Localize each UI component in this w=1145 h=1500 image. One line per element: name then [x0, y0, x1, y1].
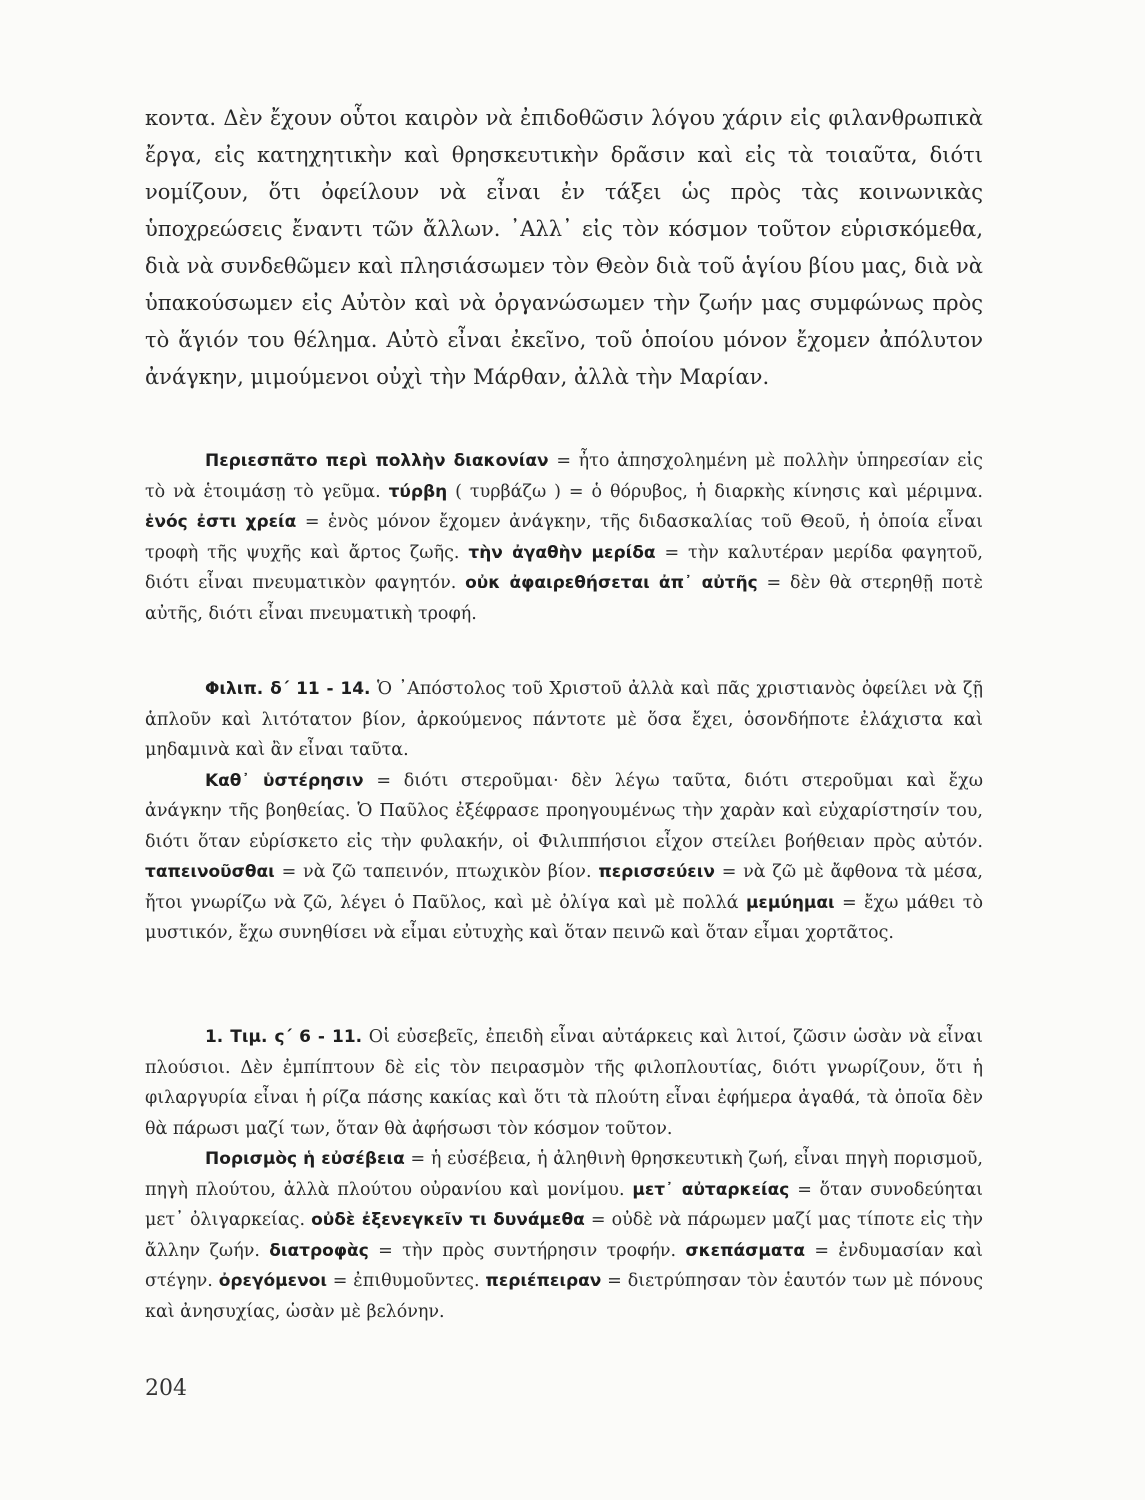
term: Πορισμὸς ἡ εὐσέβεια	[205, 1149, 405, 1169]
scripture-reference: 1. Τιμ. ς΄ 6 - 11.	[205, 1027, 363, 1047]
term: μετ᾿ αὐταρκείας	[632, 1179, 790, 1200]
term: περιέπειραν	[485, 1271, 602, 1291]
term: ὀρεγόμενοι	[218, 1271, 327, 1291]
definition: = δὲν θὰ στερηθῇ ποτὲ αὐτῆς, διότι εἶναι πνευματικὴ τροφή.	[145, 573, 983, 624]
term: τὴν ἀγαθὴν μερίδα	[468, 542, 656, 563]
definition: = ἔχω μάθει τὸ μυστικόν, ἔχω συνηθίσει νὰ εἶμαι εὐτυχὴς καὶ ὅταν πεινῶ καὶ ὅταν εἶμαι χορτᾶτος.	[145, 892, 983, 943]
intro-paragraph	[145, 100, 983, 396]
term: οὐδὲ ἐξενεγκεῖν τι δυνάμεθα	[311, 1210, 585, 1230]
term: διατροφὰς	[269, 1240, 369, 1261]
note-tim-terms	[145, 1144, 983, 1327]
term: Καθ᾿ ὑστέρησιν	[205, 770, 364, 791]
term: μεμύημαι	[745, 892, 835, 913]
commentary: Ὁ ᾿Απόστολος τοῦ Χριστοῦ ἀλλὰ καὶ πᾶς χριστιανὸς ὀφείλει νὰ ζῇ ἁπλοῦν καὶ λιτότατον βίον, ἀρκούμενος πάντοτε μὲ ὅσα ἔχει, ὁσονδήποτε ἐλάχιστα καὶ μηδαμινὰ καὶ ἂν εἶναι ταῦτα.	[145, 679, 984, 760]
term: Περιεσπᾶτο περὶ πολλὴν διακονίαν	[205, 451, 549, 471]
note-tim-intro	[145, 1022, 983, 1144]
note-luke-paragraph	[145, 446, 983, 629]
definition: = ἦτο ἀπησχολημένη μὲ πολλὴν ὑπηρεσίαν εἰς τὸ νὰ ἑτοιμάσῃ τὸ γεῦμα.	[145, 451, 983, 502]
term: περισσεύειν	[598, 862, 715, 882]
scripture-reference: Φιλιπ. δ΄ 11 - 14.	[205, 679, 371, 699]
definition: = διότι στεροῦμαι· δὲν λέγω ταῦτα, διότι στεροῦμαι καὶ ἔχω ἀνάγκην τῆς βοηθείας. Ὁ Παῦλος ἐξέφρασε προηγουμένως τὴν χαρὰν καὶ εὐχαρίστησίν του, διότι ὅταν εὑρίσκετο εἰς τὴν φυλακήν, οἱ Φιλιππήσιοι εἶχον στείλει βοήθειαν πρὸς αὐτόν.	[145, 770, 983, 852]
term: ταπεινοῦσθαι	[145, 862, 275, 882]
definition: = ἑνὸς μόνον ἔχομεν ἀνάγκην, τῆς διδασκαλίας τοῦ Θεοῦ, ἡ ὁποία εἶναι τροφὴ τῆς ψυχῆς καὶ ἄρτος ζωῆς.	[145, 512, 983, 563]
definition: = νὰ ζῶ ταπεινόν, πτωχικὸν βίον.	[274, 862, 599, 882]
definition: ( τυρβάζω ) = ὁ θόρυβος, ἡ διαρκὴς κίνησις καὶ μέριμνα.	[447, 481, 983, 502]
note-phil-terms	[145, 766, 983, 949]
page-number: 204	[145, 1376, 187, 1401]
definition: = οὐδὲ νὰ πάρωμεν μαζί μας τίποτε εἰς τὴν ἄλλην ζωήν.	[145, 1210, 983, 1261]
note-luke	[145, 446, 983, 629]
definition: = ἡ εὐσέβεια, ἡ ἀληθινὴ θρησκευτικὴ ζωή, εἶναι πηγὴ πορισμοῦ, πηγὴ πλούτου, ἀλλὰ πλούτου οὐρανίου καὶ μονίμου.	[145, 1149, 983, 1200]
note-phil-intro	[145, 674, 983, 766]
definition: = νὰ ζῶ μὲ ἄφθονα τὰ μέσα, ἤτοι γνωρίζω νὰ ζῶ, λέγει ὁ Παῦλος, καὶ μὲ ὀλίγα καὶ μὲ πολλά	[145, 862, 983, 913]
definition: = διετρύπησαν τὸν ἑαυτόν των μὲ πόνους καὶ ἀνησυχίας, ὡσὰν μὲ βελόνην.	[145, 1271, 984, 1322]
definition: = ἐνδυμασίαν καὶ στέγην.	[145, 1240, 983, 1291]
definition: = τὴν καλυτέραν μερίδα φαγητοῦ, διότι εἶναι πνευματικὸν φαγητόν.	[145, 542, 983, 593]
commentary: Οἱ εὐσεβεῖς, ἐπειδὴ εἶναι αὐτάρκεις καὶ λιτοί, ζῶσιν ὡσὰν νὰ εἶναι πλούσιοι. Δὲν ἐμπίπτουν δὲ εἰς τὸν πειρασμὸν τῆς φιλοπλουτίας, διότι γνωρίζουν, ὅτι ἡ φιλαργυρία εἶναι ἡ ρίζα πάσης κακίας καὶ ὅτι τὰ πλούτη εἶναι ἐφήμερα ἀγαθά, τὰ ὁποῖα δὲν θὰ πάρωσι μαζί των, ὅταν θὰ ἀφήσωσι τὸν κόσμον τοῦτον.	[145, 1027, 983, 1139]
term: οὐκ ἀφαιρεθήσεται ἀπ᾿ αὐτῆς	[465, 573, 758, 593]
definition: = ὅταν συνοδεύηται μετ᾿ ὀλιγαρκείας.	[145, 1179, 984, 1230]
note-philippians	[145, 674, 983, 949]
term: ἑνός ἐστι χρεία	[145, 512, 297, 532]
term: σκεπάσματα	[685, 1240, 806, 1261]
intro-text: κοντα. Δὲν ἔχουν οὗτοι καιρὸν νὰ ἐπιδοθῶσιν λόγου χάριν εἰς φιλανθρωπικὰ ἔργα, εἰς κατηχητικὴν καὶ θρησκευτικὴν δρᾶσιν καὶ εἰς τὰ τοιαῦτα, διότι νομίζουν, ὅτι ὀφείλουν νὰ εἶναι ἐν τάξει ὡς πρὸς τὰς κοινωνικὰς ὑποχρεώσεις ἔναντι τῶν ἄλλων. ᾿Αλλ᾿ εἰς τὸν κόσμον τοῦτον εὑρισκόμεθα, διὰ νὰ συνδεθῶμεν καὶ πλησιάσωμεν τὸν Θεὸν διὰ τοῦ ἁγίου βίου μας, διὰ νὰ ὑπακούσωμεν εἰς Αὐτὸν καὶ νὰ ὀργανώσωμεν τὴν ζωήν μας συμφώνως πρὸς τὸ ἅγιόν του θέλημα. Αὐτὸ εἶναι ἐκεῖνο, τοῦ ὁποίου μόνον ἔχομεν ἀπόλυτον ἀνάγκην, μιμούμενοι οὐχὶ τὴν Μάρθαν, ἀλλὰ τὴν Μαρίαν.	[145, 106, 983, 389]
definition: = τὴν πρὸς συντήρησιν τροφήν.	[368, 1240, 686, 1261]
definition: = ἐπιθυμοῦντες.	[326, 1271, 486, 1291]
note-timothy	[145, 1022, 983, 1327]
term: τύρβη	[388, 481, 448, 502]
